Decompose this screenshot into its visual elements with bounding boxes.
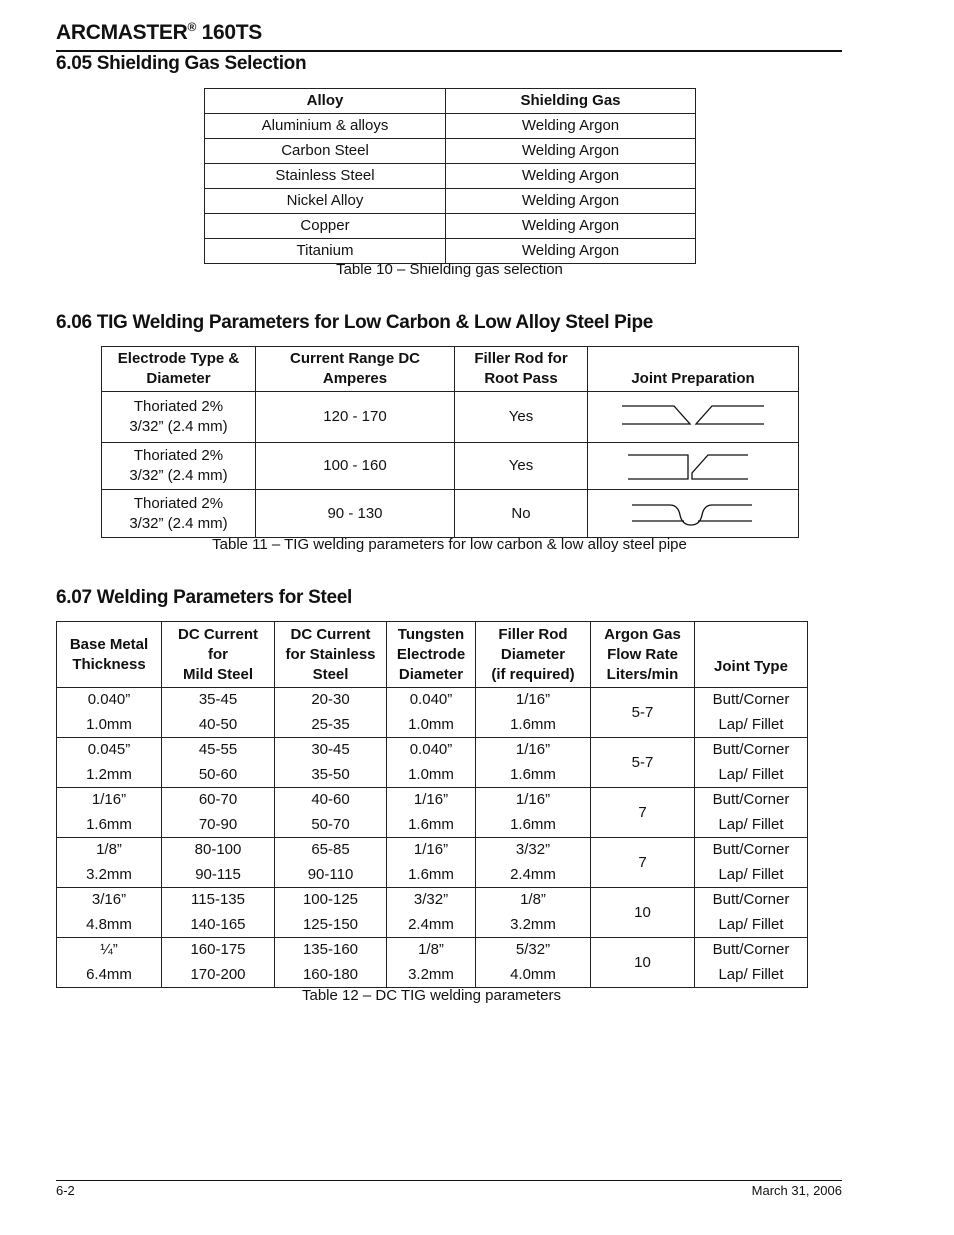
joint-type-cell: Lap/ Fillet	[695, 763, 808, 788]
filler-rod-cell: 3.2mm	[476, 913, 591, 938]
tungsten-diameter-cell: 0.040”	[387, 738, 476, 763]
current-range-cell: 90 - 130	[256, 490, 455, 538]
shielding-gas-cell: Welding Argon	[446, 239, 696, 264]
joint-type-cell: Butt/Corner	[695, 688, 808, 713]
alloy-cell: Copper	[205, 214, 446, 239]
shielding-gas-cell: Welding Argon	[446, 214, 696, 239]
table-row	[57, 938, 808, 963]
cell-line: Diameter	[500, 645, 566, 663]
joint-preparation-cell	[588, 443, 799, 490]
table-row	[57, 738, 808, 763]
tungsten-diameter-cell: 1/16”	[387, 838, 476, 863]
table-row	[57, 788, 808, 813]
cell-line: Current Range DC	[289, 350, 420, 367]
mild-steel-current-cell: 70-90	[162, 813, 275, 838]
thickness-cell: 0.040”	[57, 688, 162, 713]
argon-flow-cell: 5-7	[591, 688, 695, 738]
bevel-groove-joint-icon	[618, 449, 768, 483]
shielding-gas-cell: Welding Argon	[446, 114, 696, 139]
argon-flow-cell: 10	[591, 938, 695, 988]
cell-line: Diameter	[146, 370, 211, 387]
table-row	[57, 913, 808, 938]
mild-steel-current-cell: 50-60	[162, 763, 275, 788]
argon-flow-cell: 10	[591, 888, 695, 938]
filler-rod-cell: Yes	[455, 392, 588, 443]
cell-line: Diameter	[398, 665, 464, 683]
argon-flow-cell: 5-7	[591, 738, 695, 788]
stainless-current-cell: 135-160	[275, 938, 387, 963]
cell-line: Base Metal	[69, 635, 149, 653]
alloy-cell: Carbon Steel	[205, 139, 446, 164]
tungsten-diameter-cell: 1/8”	[387, 938, 476, 963]
filler-rod-cell: 3/32”	[476, 838, 591, 863]
section-6-07-heading: 6.07 Welding Parameters for Steel	[56, 587, 352, 608]
thickness-cell: 4.8mm	[57, 913, 162, 938]
registered-mark: ®	[187, 20, 197, 34]
filler-rod-cell: 1.6mm	[476, 813, 591, 838]
thickness-cell: 3/16”	[57, 888, 162, 913]
document-title	[56, 20, 262, 45]
filler-rod-cell: 1/16”	[476, 688, 591, 713]
shielding-gas-cell: Welding Argon	[446, 189, 696, 214]
filler-rod-cell: 1/16”	[476, 788, 591, 813]
mild-steel-current-cell: 40-50	[162, 713, 275, 738]
cell-line: for Stainless	[285, 645, 376, 663]
stainless-current-cell: 65-85	[275, 838, 387, 863]
cell-line: Thoriated 2%	[133, 494, 224, 512]
filler-rod-cell: 5/32”	[476, 938, 591, 963]
steel-parameters-table	[56, 621, 808, 988]
filler-rod-cell: 1/8”	[476, 888, 591, 913]
mild-steel-current-cell: 80-100	[162, 838, 275, 863]
footer-date: March 31, 2006	[751, 1183, 842, 1198]
table-row	[102, 443, 799, 490]
column-header	[102, 347, 256, 392]
v-groove-joint-icon	[618, 400, 768, 434]
column-header	[162, 622, 275, 688]
thickness-cell: ¼”	[57, 938, 162, 963]
filler-rod-cell: Yes	[455, 443, 588, 490]
tungsten-diameter-cell: 1.0mm	[387, 713, 476, 738]
stainless-current-cell: 125-150	[275, 913, 387, 938]
joint-preparation-cell	[588, 392, 799, 443]
page-number: 6-2	[56, 1183, 75, 1198]
thickness-cell: 0.045”	[57, 738, 162, 763]
column-header: Shielding Gas	[446, 89, 696, 114]
shielding-gas-cell: Welding Argon	[446, 139, 696, 164]
cell-line: Amperes	[322, 370, 388, 387]
column-header	[57, 622, 162, 688]
table-row	[57, 688, 808, 713]
joint-type-cell: Butt/Corner	[695, 788, 808, 813]
column-header	[387, 622, 476, 688]
cell-line: Tungsten	[397, 625, 465, 643]
stainless-current-cell: 30-45	[275, 738, 387, 763]
joint-type-cell: Lap/ Fillet	[695, 813, 808, 838]
thickness-cell: 1.2mm	[57, 763, 162, 788]
electrode-cell	[102, 392, 256, 443]
column-header	[588, 347, 799, 392]
cell-line: Joint Type	[714, 658, 788, 675]
joint-preparation-cell	[588, 490, 799, 538]
cell-line: Flow Rate	[607, 645, 678, 663]
column-header	[275, 622, 387, 688]
electrode-cell	[102, 443, 256, 490]
table-row	[57, 888, 808, 913]
table-row	[205, 214, 696, 239]
product-name: ARCMASTER	[56, 21, 188, 44]
mild-steel-current-cell: 35-45	[162, 688, 275, 713]
cell-line: Thoriated 2%	[133, 398, 224, 415]
table-row	[205, 164, 696, 189]
mild-steel-current-cell: 115-135	[162, 888, 275, 913]
cell-line: (if required)	[491, 665, 575, 683]
joint-type-cell: Lap/ Fillet	[695, 713, 808, 738]
product-model: 160TS	[201, 21, 262, 44]
electrode-cell	[102, 490, 256, 538]
tungsten-diameter-cell: 1.6mm	[387, 813, 476, 838]
cell-line: Thoriated 2%	[133, 447, 224, 464]
column-header	[455, 347, 588, 392]
joint-type-cell: Butt/Corner	[695, 888, 808, 913]
cell-line: Thickness	[72, 655, 146, 673]
column-header: Alloy	[205, 89, 446, 114]
mild-steel-current-cell: 90-115	[162, 863, 275, 888]
current-range-cell: 120 - 170	[256, 392, 455, 443]
cell-line: 3/32” (2.4 mm)	[129, 514, 228, 532]
stainless-current-cell: 50-70	[275, 813, 387, 838]
stainless-current-cell: 160-180	[275, 963, 387, 988]
table-row	[205, 114, 696, 139]
cell-line: Steel	[312, 665, 349, 683]
table-row	[57, 863, 808, 888]
stainless-current-cell: 90-110	[275, 863, 387, 888]
cell-line: Filler Rod	[498, 625, 568, 643]
header-rule	[56, 50, 842, 52]
alloy-cell: Titanium	[205, 239, 446, 264]
column-header	[695, 622, 808, 688]
filler-rod-cell: 1.6mm	[476, 763, 591, 788]
tungsten-diameter-cell: 3.2mm	[387, 963, 476, 988]
tungsten-diameter-cell: 1.6mm	[387, 863, 476, 888]
table-row	[57, 713, 808, 738]
shielding-gas-table	[204, 88, 696, 264]
table-row	[205, 239, 696, 264]
shielding-gas-cell: Welding Argon	[446, 164, 696, 189]
cell-line: Filler Rod for	[474, 350, 568, 367]
section-6-06-heading: 6.06 TIG Welding Parameters for Low Carbon & Low Alloy Steel Pipe	[56, 312, 654, 333]
mild-steel-current-cell: 60-70	[162, 788, 275, 813]
tungsten-diameter-cell: 2.4mm	[387, 913, 476, 938]
filler-rod-cell: 2.4mm	[476, 863, 591, 888]
alloy-cell: Nickel Alloy	[205, 189, 446, 214]
cell-line: Mild Steel	[182, 665, 253, 683]
joint-type-cell: Butt/Corner	[695, 838, 808, 863]
stainless-current-cell: 20-30	[275, 688, 387, 713]
cell-line: Root Pass	[484, 370, 558, 387]
thickness-cell: 1/16”	[57, 788, 162, 813]
cell-line: 3/32” (2.4 mm)	[129, 418, 228, 435]
table-row	[57, 963, 808, 988]
filler-rod-cell: 1.6mm	[476, 713, 591, 738]
current-range-cell: 100 - 160	[256, 443, 455, 490]
mild-steel-current-cell: 140-165	[162, 913, 275, 938]
argon-flow-cell: 7	[591, 788, 695, 838]
tungsten-diameter-cell: 3/32”	[387, 888, 476, 913]
mild-steel-current-cell: 170-200	[162, 963, 275, 988]
table-row	[102, 392, 799, 443]
column-header	[256, 347, 455, 392]
section-6-05-heading: 6.05 Shielding Gas Selection	[56, 53, 307, 74]
alloy-cell: Aluminium & alloys	[205, 114, 446, 139]
cell-line: Electrode	[396, 645, 466, 663]
stainless-current-cell: 100-125	[275, 888, 387, 913]
table-row	[205, 189, 696, 214]
joint-type-cell: Lap/ Fillet	[695, 863, 808, 888]
column-header	[476, 622, 591, 688]
table-row	[205, 139, 696, 164]
cell-line: Electrode Type &	[117, 350, 240, 367]
argon-flow-cell: 7	[591, 838, 695, 888]
footer-rule	[56, 1180, 842, 1181]
cell-line: 3/32” (2.4 mm)	[129, 467, 228, 484]
joint-type-cell: Butt/Corner	[695, 738, 808, 763]
mild-steel-current-cell: 160-175	[162, 938, 275, 963]
cell-line: DC Current	[290, 625, 371, 643]
tungsten-diameter-cell: 1.0mm	[387, 763, 476, 788]
filler-rod-cell: 4.0mm	[476, 963, 591, 988]
thickness-cell: 1.0mm	[57, 713, 162, 738]
pipe-parameters-table	[101, 346, 799, 538]
cell-line: Argon Gas	[604, 625, 681, 643]
table-12-caption: Table 12 – DC TIG welding parameters	[301, 987, 561, 1004]
cell-line: DC Current for	[177, 625, 258, 663]
thickness-cell: 3.2mm	[57, 863, 162, 888]
u-groove-joint-icon	[618, 497, 768, 531]
stainless-current-cell: 25-35	[275, 713, 387, 738]
thickness-cell: 1/8”	[57, 838, 162, 863]
mild-steel-current-cell: 45-55	[162, 738, 275, 763]
table-10-caption: Table 10 – Shielding gas selection	[336, 261, 563, 278]
stainless-current-cell: 40-60	[275, 788, 387, 813]
thickness-cell: 6.4mm	[57, 963, 162, 988]
table-row	[57, 838, 808, 863]
joint-type-cell: Butt/Corner	[695, 938, 808, 963]
cell-line: Liters/min	[606, 665, 679, 683]
cell-line: Joint Preparation	[631, 370, 755, 387]
table-row	[102, 490, 799, 538]
thickness-cell: 1.6mm	[57, 813, 162, 838]
table-row	[57, 763, 808, 788]
joint-type-cell: Lap/ Fillet	[695, 963, 808, 988]
joint-type-cell: Lap/ Fillet	[695, 913, 808, 938]
tungsten-diameter-cell: 0.040”	[387, 688, 476, 713]
tungsten-diameter-cell: 1/16”	[387, 788, 476, 813]
filler-rod-cell: 1/16”	[476, 738, 591, 763]
table-row	[57, 813, 808, 838]
stainless-current-cell: 35-50	[275, 763, 387, 788]
filler-rod-cell: No	[455, 490, 588, 538]
column-header	[591, 622, 695, 688]
table-11-caption: Table 11 – TIG welding parameters for low carbon & low alloy steel pipe	[212, 536, 687, 553]
alloy-cell: Stainless Steel	[205, 164, 446, 189]
